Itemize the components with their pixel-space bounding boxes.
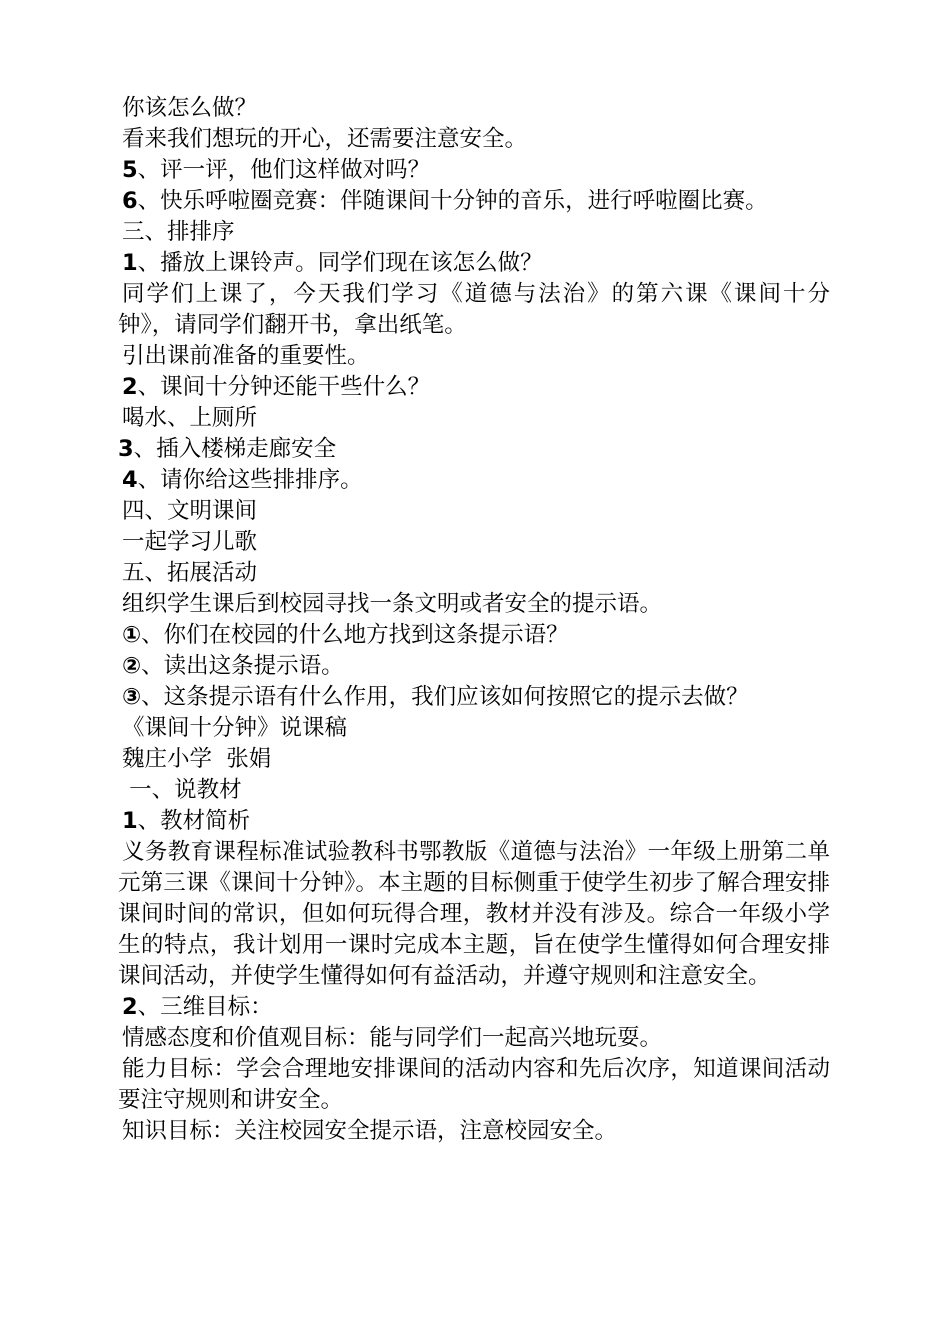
item-number: 1 <box>122 808 138 834</box>
item-number: 1 <box>122 250 138 276</box>
numbered-line: ①、你们在校园的什么地方找到这条提示语？ <box>122 622 569 648</box>
text-line: 组织学生课后到校园寻找一条文明或者安全的提示语。 <box>122 591 663 617</box>
numbered-line: ②、读出这条提示语。 <box>122 653 344 679</box>
text-paragraph: 义务教育课程标准试验教科书鄂教版《道德与法治》一年级上册第二单元第三课《课间十分钟》。本主题的目标侧重于使学生初步了解合理安排课间时间的常识，但如何玩得合理，教材并没有涉及。综合一年级小学生的特点，我计划用一课时完成本主题，旨在使学生懂得如何合理安排课间活动，并使学生懂得如何有益活动，并遵守规则和注意安全。 <box>118 839 830 989</box>
text-paragraph: 同学们上课了，今天我们学习《道德与法治》的第六课《课间十分钟》，请同学们翻开书，拿出纸笔。 <box>118 281 830 338</box>
item-number: 5 <box>122 157 138 183</box>
text-line: 喝水、上厕所 <box>122 405 258 431</box>
document-title: 《课间十分钟》说课稿 <box>122 715 348 741</box>
numbered-line: 2、课间十分钟还能干些什么？ <box>122 374 431 400</box>
text-line: 情感态度和价值观目标：能与同学们一起高兴地玩耍。 <box>122 1025 663 1051</box>
text-line: 看来我们想玩的开心，还需要注意安全。 <box>122 126 528 152</box>
section-heading: 三、排排序 <box>122 219 235 245</box>
section-heading: 五、拓展活动 <box>122 560 258 586</box>
text-line: 你该怎么做？ <box>122 95 258 121</box>
numbered-line: 5、评一评，他们这样做对吗？ <box>122 157 431 183</box>
author-line: 魏庄小学 张娟 <box>122 746 272 772</box>
item-number: ② <box>122 653 142 679</box>
document-body <box>118 93 830 1147</box>
text-line: 一起学习儿歌 <box>122 529 258 555</box>
item-number: 2 <box>122 374 138 400</box>
numbered-line: 4、请你给这些排排序。 <box>122 467 363 493</box>
item-number: ③ <box>122 684 142 710</box>
numbered-line: 2、三维目标： <box>122 994 273 1020</box>
section-heading: 四、文明课间 <box>122 498 258 524</box>
numbered-line: 3、插入楼梯走廊安全 <box>118 436 337 462</box>
text-paragraph: 能力目标：学会合理地安排课间的活动内容和先后次序，知道课间活动要注守规则和讲安全。 <box>118 1056 830 1113</box>
text-line: 引出课前准备的重要性。 <box>122 343 370 369</box>
numbered-line: 1、教材简析 <box>122 808 251 834</box>
numbered-line: ③、这条提示语有什么作用，我们应该如何按照它的提示去做？ <box>122 684 749 710</box>
item-number: ① <box>122 622 142 648</box>
text-line: 知识目标：关注校园安全提示语，注意校园安全。 <box>122 1118 618 1144</box>
numbered-line: 6、快乐呼啦圈竞赛：伴随课间十分钟的音乐，进行呼啦圈比赛。 <box>122 188 768 214</box>
numbered-line: 1、播放上课铃声。同学们现在该怎么做？ <box>122 250 543 276</box>
item-number: 6 <box>122 188 138 214</box>
item-number: 3 <box>118 436 134 462</box>
item-number: 4 <box>122 467 138 493</box>
section-heading: 一、说教材 <box>122 777 242 803</box>
item-number: 2 <box>122 994 138 1020</box>
